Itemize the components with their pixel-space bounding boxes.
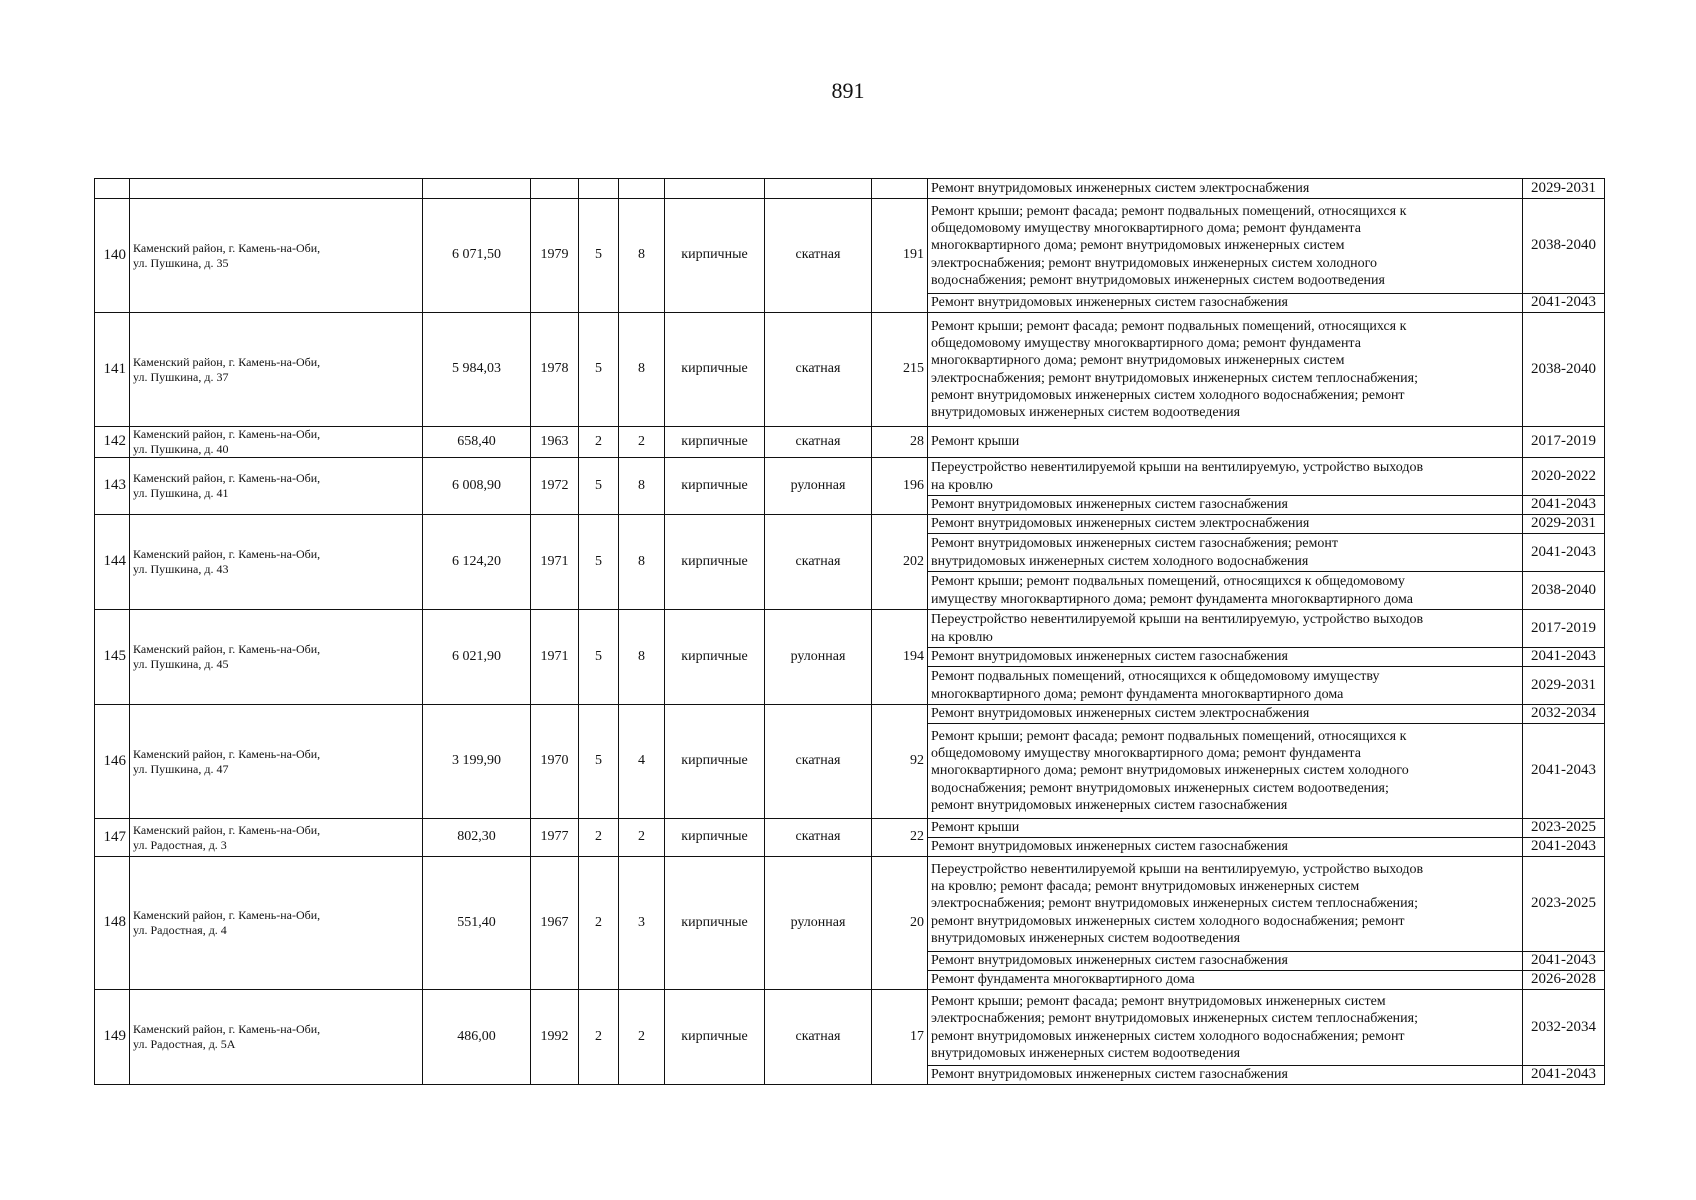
entrances-count: 2 xyxy=(619,990,665,1085)
roof-type: скатная xyxy=(765,313,872,427)
work-period: 2023-2025 xyxy=(1523,857,1605,952)
work-description: Ремонт внутридомовых инженерных систем газоснабжения xyxy=(928,952,1523,971)
roof-type: рулонная xyxy=(765,857,872,990)
table-row xyxy=(95,313,1605,427)
work-description: Переустройство невентилируемой крыши на вентилируемую, устройство выходов на кровлю xyxy=(928,458,1523,496)
residents-count: 202 xyxy=(872,515,928,610)
floors-count: 2 xyxy=(579,819,619,857)
continuation-row xyxy=(95,179,1605,199)
empty-cell xyxy=(531,179,579,199)
work-description: Ремонт внутридомовых инженерных систем газоснабжения xyxy=(928,496,1523,515)
roof-type: рулонная xyxy=(765,610,872,705)
construction-year: 1970 xyxy=(531,705,579,819)
work-period: 2041-2043 xyxy=(1523,496,1605,515)
floors-count: 5 xyxy=(579,515,619,610)
construction-year: 1972 xyxy=(531,458,579,515)
entrances-count: 3 xyxy=(619,857,665,990)
residents-count: 92 xyxy=(872,705,928,819)
row-number: 144 xyxy=(95,515,130,610)
construction-year: 1978 xyxy=(531,313,579,427)
work-period: 2038-2040 xyxy=(1523,572,1605,610)
row-number: 147 xyxy=(95,819,130,857)
wall-material: кирпичные xyxy=(665,857,765,990)
construction-year: 1977 xyxy=(531,819,579,857)
work-description: Ремонт фундамента многоквартирного дома xyxy=(928,971,1523,990)
floors-count: 2 xyxy=(579,990,619,1085)
work-period: 2038-2040 xyxy=(1523,313,1605,427)
entrances-count: 8 xyxy=(619,610,665,705)
work-description: Переустройство невентилируемой крыши на вентилируемую, устройство выходов на кровлю; ремонт фасада; ремонт внутридомовых инженерных систем электроснабжения; ремонт внутридомовых инженерных систем теплоснабжения; ремонт внутридомовых инженерных систем холодного водоснабжения; ремонт внутридомовых инженерных систем водоотведения xyxy=(928,857,1523,952)
row-number: 149 xyxy=(95,990,130,1085)
residents-count: 215 xyxy=(872,313,928,427)
roof-type: скатная xyxy=(765,515,872,610)
work-description: Ремонт крыши; ремонт фасада; ремонт подвальных помещений, относящихся к общедомовому имуществу многоквартирного дома; ремонт фундамента многоквартирного дома; ремонт внутридомовых инженерных систем холодного водоснабжения; ремонт внутридомовых инженерных систем водоотведения; ремонт внутридомовых инженерных систем газоснабжения xyxy=(928,724,1523,819)
floors-count: 5 xyxy=(579,458,619,515)
roof-type: скатная xyxy=(765,705,872,819)
work-period: 2026-2028 xyxy=(1523,971,1605,990)
residents-count: 194 xyxy=(872,610,928,705)
row-number: 142 xyxy=(95,427,130,458)
work-description: Ремонт подвальных помещений, относящихся к общедомовому имуществу многоквартирного дома; ремонт фундамента многоквартирного дома xyxy=(928,667,1523,705)
total-area: 5 984,03 xyxy=(423,313,531,427)
floors-count: 5 xyxy=(579,610,619,705)
construction-year: 1971 xyxy=(531,515,579,610)
work-period: 2041-2043 xyxy=(1523,534,1605,572)
entrances-count: 8 xyxy=(619,199,665,313)
work-description: Ремонт внутридомовых инженерных систем газоснабжения xyxy=(928,648,1523,667)
address: Каменский район, г. Камень-на-Оби, ул. Пушкина, д. 47 xyxy=(130,705,423,819)
total-area: 551,40 xyxy=(423,857,531,990)
row-number: 140 xyxy=(95,199,130,313)
work-description: Переустройство невентилируемой крыши на вентилируемую, устройство выходов на кровлю xyxy=(928,610,1523,648)
work-description: Ремонт крыши xyxy=(928,427,1523,458)
row-number: 146 xyxy=(95,705,130,819)
work-description: Ремонт крыши; ремонт подвальных помещений, относящихся к общедомовому имуществу многоквартирного дома; ремонт фундамента многоквартирного дома xyxy=(928,572,1523,610)
work-period: 2041-2043 xyxy=(1523,952,1605,971)
work-description: Ремонт внутридомовых инженерных систем газоснабжения xyxy=(928,838,1523,857)
wall-material: кирпичные xyxy=(665,427,765,458)
floors-count: 2 xyxy=(579,427,619,458)
work-description: Ремонт внутридомовых инженерных систем газоснабжения; ремонт внутридомовых инженерных систем холодного водоснабжения xyxy=(928,534,1523,572)
total-area: 6 008,90 xyxy=(423,458,531,515)
total-area: 6 021,90 xyxy=(423,610,531,705)
work-period: 2017-2019 xyxy=(1523,427,1605,458)
table-row xyxy=(95,705,1605,724)
row-number: 145 xyxy=(95,610,130,705)
work-description: Ремонт внутридомовых инженерных систем газоснабжения xyxy=(928,294,1523,313)
construction-year: 1979 xyxy=(531,199,579,313)
work-description: Ремонт внутридомовых инженерных систем газоснабжения xyxy=(928,1066,1523,1085)
row-number: 141 xyxy=(95,313,130,427)
total-area: 6 071,50 xyxy=(423,199,531,313)
work-period: 2029-2031 xyxy=(1523,179,1605,199)
work-period: 2032-2034 xyxy=(1523,705,1605,724)
work-period: 2038-2040 xyxy=(1523,199,1605,294)
table-row xyxy=(95,199,1605,294)
table-row xyxy=(95,990,1605,1066)
work-description: Ремонт крыши; ремонт фасада; ремонт внутридомовых инженерных систем электроснабжения; ремонт внутридомовых инженерных систем теплоснабжения; ремонт внутридомовых инженерных систем холодного водоснабжения; ремонт внутридомовых инженерных систем водоотведения xyxy=(928,990,1523,1066)
empty-cell xyxy=(95,179,130,199)
construction-year: 1967 xyxy=(531,857,579,990)
empty-cell xyxy=(619,179,665,199)
work-period: 2020-2022 xyxy=(1523,458,1605,496)
capital-repair-table xyxy=(94,178,1605,1085)
wall-material: кирпичные xyxy=(665,515,765,610)
address: Каменский район, г. Камень-на-Оби, ул. Радостная, д. 5А xyxy=(130,990,423,1085)
total-area: 658,40 xyxy=(423,427,531,458)
construction-year: 1971 xyxy=(531,610,579,705)
total-area: 3 199,90 xyxy=(423,705,531,819)
residents-count: 28 xyxy=(872,427,928,458)
address: Каменский район, г. Камень-на-Оби, ул. Радостная, д. 3 xyxy=(130,819,423,857)
wall-material: кирпичные xyxy=(665,610,765,705)
work-period: 2023-2025 xyxy=(1523,819,1605,838)
table-row xyxy=(95,427,1605,458)
address: Каменский район, г. Камень-на-Оби, ул. Пушкина, д. 35 xyxy=(130,199,423,313)
empty-cell xyxy=(765,179,872,199)
wall-material: кирпичные xyxy=(665,990,765,1085)
wall-material: кирпичные xyxy=(665,819,765,857)
table-row xyxy=(95,458,1605,496)
work-description: Ремонт внутридомовых инженерных систем электроснабжения xyxy=(928,179,1523,199)
table-row xyxy=(95,610,1605,648)
table-row xyxy=(95,857,1605,952)
floors-count: 2 xyxy=(579,857,619,990)
table-row xyxy=(95,819,1605,838)
wall-material: кирпичные xyxy=(665,458,765,515)
work-period: 2017-2019 xyxy=(1523,610,1605,648)
entrances-count: 2 xyxy=(619,819,665,857)
entrances-count: 8 xyxy=(619,313,665,427)
entrances-count: 8 xyxy=(619,458,665,515)
work-period: 2032-2034 xyxy=(1523,990,1605,1066)
entrances-count: 8 xyxy=(619,515,665,610)
entrances-count: 2 xyxy=(619,427,665,458)
roof-type: скатная xyxy=(765,427,872,458)
residents-count: 22 xyxy=(872,819,928,857)
wall-material: кирпичные xyxy=(665,199,765,313)
work-period: 2041-2043 xyxy=(1523,294,1605,313)
total-area: 802,30 xyxy=(423,819,531,857)
work-description: Ремонт крыши; ремонт фасада; ремонт подвальных помещений, относящихся к общедомовому имуществу многоквартирного дома; ремонт фундамента многоквартирного дома; ремонт внутридомовых инженерных систем электроснабжения; ремонт внутридомовых инженерных систем теплоснабжения; ремонт внутридомовых инженерных систем холодного водоснабжения; ремонт внутридомовых инженерных систем водоотведения xyxy=(928,313,1523,427)
address: Каменский район, г. Камень-на-Оби, ул. Пушкина, д. 41 xyxy=(130,458,423,515)
floors-count: 5 xyxy=(579,199,619,313)
work-period: 2041-2043 xyxy=(1523,648,1605,667)
empty-cell xyxy=(579,179,619,199)
construction-year: 1992 xyxy=(531,990,579,1085)
empty-cell xyxy=(665,179,765,199)
construction-year: 1963 xyxy=(531,427,579,458)
address: Каменский район, г. Камень-на-Оби, ул. Радостная, д. 4 xyxy=(130,857,423,990)
work-description: Ремонт крыши xyxy=(928,819,1523,838)
empty-cell xyxy=(872,179,928,199)
roof-type: рулонная xyxy=(765,458,872,515)
entrances-count: 4 xyxy=(619,705,665,819)
table-row xyxy=(95,515,1605,534)
work-period: 2041-2043 xyxy=(1523,724,1605,819)
row-number: 143 xyxy=(95,458,130,515)
empty-cell xyxy=(423,179,531,199)
floors-count: 5 xyxy=(579,705,619,819)
residents-count: 20 xyxy=(872,857,928,990)
roof-type: скатная xyxy=(765,819,872,857)
work-description: Ремонт крыши; ремонт фасада; ремонт подвальных помещений, относящихся к общедомовому имуществу многоквартирного дома; ремонт фундамента многоквартирного дома; ремонт внутридомовых инженерных систем электроснабжения; ремонт внутридомовых инженерных систем холодного водоснабжения; ремонт внутридомовых инженерных систем водоотведения xyxy=(928,199,1523,294)
work-description: Ремонт внутридомовых инженерных систем электроснабжения xyxy=(928,515,1523,534)
address: Каменский район, г. Камень-на-Оби, ул. Пушкина, д. 43 xyxy=(130,515,423,610)
work-period: 2041-2043 xyxy=(1523,838,1605,857)
work-description: Ремонт внутридомовых инженерных систем электроснабжения xyxy=(928,705,1523,724)
residents-count: 191 xyxy=(872,199,928,313)
floors-count: 5 xyxy=(579,313,619,427)
roof-type: скатная xyxy=(765,199,872,313)
address: Каменский район, г. Камень-на-Оби, ул. Пушкина, д. 45 xyxy=(130,610,423,705)
page-number: 891 xyxy=(831,78,865,103)
address: Каменский район, г. Камень-на-Оби, ул. Пушкина, д. 37 xyxy=(130,313,423,427)
wall-material: кирпичные xyxy=(665,313,765,427)
wall-material: кирпичные xyxy=(665,705,765,819)
work-period: 2029-2031 xyxy=(1523,667,1605,705)
work-period: 2029-2031 xyxy=(1523,515,1605,534)
residents-count: 196 xyxy=(872,458,928,515)
address: Каменский район, г. Камень-на-Оби, ул. Пушкина, д. 40 xyxy=(130,427,423,458)
total-area: 486,00 xyxy=(423,990,531,1085)
empty-cell xyxy=(130,179,423,199)
row-number: 148 xyxy=(95,857,130,990)
roof-type: скатная xyxy=(765,990,872,1085)
total-area: 6 124,20 xyxy=(423,515,531,610)
residents-count: 17 xyxy=(872,990,928,1085)
work-period: 2041-2043 xyxy=(1523,1066,1605,1085)
